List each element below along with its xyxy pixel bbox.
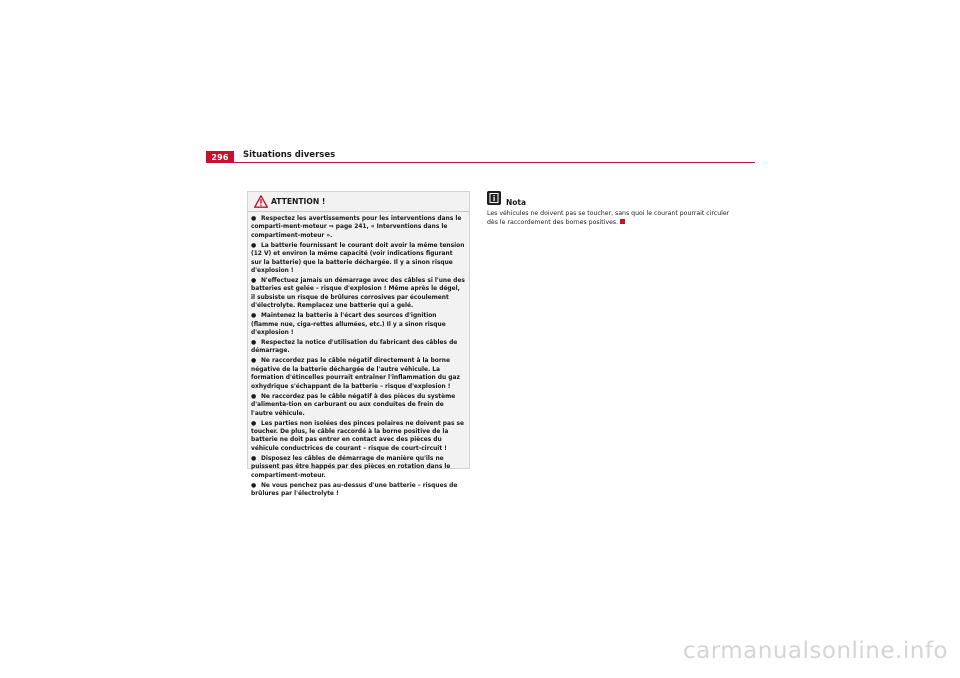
note-title: Nota	[506, 198, 527, 207]
section-title: Situations diverses	[243, 150, 336, 160]
bullet-icon: ●	[251, 481, 257, 489]
warning-item-text: Respectez la notice d'utilisation du fabricant des câbles de démarrage.	[251, 340, 458, 355]
warning-title: ATTENTION !	[271, 197, 326, 206]
warning-item-text: Maintenez la batterie à l'écart des sources d'ignition (flamme nue, ciga-rettes allumées, etc.) Il y a sinon risque d'explosion !	[251, 313, 446, 337]
note-text: Les véhicules ne doivent pas se toucher, sans quoi le courant pourrait circuler dès le raccordement des bornes positives.	[487, 210, 730, 227]
warning-item	[251, 482, 465, 499]
bullet-icon: ●	[251, 392, 257, 400]
watermark: carmanualsonline.info	[682, 638, 948, 664]
warning-item-text: Ne vous penchez pas au-dessus d'une batterie – risques de brûlures par l'électrolyte !	[251, 482, 458, 497]
bullet-icon: ●	[251, 454, 257, 462]
warning-item	[251, 393, 465, 418]
info-icon	[487, 191, 501, 205]
bullet-icon: ●	[251, 277, 257, 285]
warning-item-text: La batterie fournissant le courant doit avoir la même tension (12 V) et environ la même capacité (voir indications figurant sur la batterie) que la batterie déchargée. Il y a sinon risque d'explosion !	[251, 242, 465, 275]
warning-item	[251, 420, 465, 454]
warning-item	[251, 242, 465, 276]
warning-item	[251, 455, 465, 480]
warning-item	[251, 339, 465, 356]
warning-item-text: Disposez les câbles de démarrage de manière qu'ils ne puissent pas être happés par des pièces en rotation dans le compartiment-moteur.	[251, 455, 451, 479]
warning-item	[251, 215, 465, 240]
end-of-section-marker-icon	[620, 219, 625, 224]
bullet-icon: ●	[251, 312, 257, 320]
warning-item-text: N'effectuez jamais un démarrage avec des câbles si l'une des batteries est gelée – risque d'explosion ! Même après le dégel, il subsiste un risque de brûlures corrosives par écoulement d'électrolyte. Remplacez une batterie qui a gelé.	[251, 278, 465, 310]
warning-item-text: Les parties non isolées des pinces polaires ne doivent pas se toucher. De plus, le câble raccordé à la borne positive de la batterie ne doit pas entrer en contact avec des pièces du véhicule conductrices de courant – risque de court-circuit !	[251, 420, 465, 452]
bullet-icon: ●	[251, 357, 257, 365]
warning-box	[247, 191, 470, 497]
bullet-icon: ●	[251, 339, 257, 347]
page-number: 296	[206, 151, 234, 163]
warning-item-text: Ne raccordez pas le câble négatif directement à la borne négative de la batterie déchargée de l'autre véhicule. La formation d'étincelles pourrait entraîner l'inflammation du gaz oxhydrique s'échappant de la batterie – risque d'explosion !	[251, 358, 460, 390]
warning-item	[251, 277, 465, 311]
warning-item-text: Respectez les avertissements pour les interventions dans le comparti-ment-moteur ⇒ page 241, « Interventions dans le compartiment-moteur ».	[251, 216, 462, 239]
bullet-icon: ●	[251, 241, 257, 249]
bullet-icon: ●	[251, 419, 257, 427]
warning-item	[251, 312, 465, 337]
warning-list	[248, 212, 469, 498]
warning-header	[248, 192, 469, 212]
header-divider	[206, 162, 755, 163]
warning-triangle-icon	[254, 195, 268, 208]
warning-item-text: Ne raccordez pas le câble négatif à des pièces du système d'alimenta-tion en carburant ou aux conduites de frein de l'autre véhicule.	[251, 393, 456, 417]
bullet-icon: ●	[251, 215, 257, 222]
warning-item	[251, 357, 465, 391]
note-body	[487, 209, 737, 227]
